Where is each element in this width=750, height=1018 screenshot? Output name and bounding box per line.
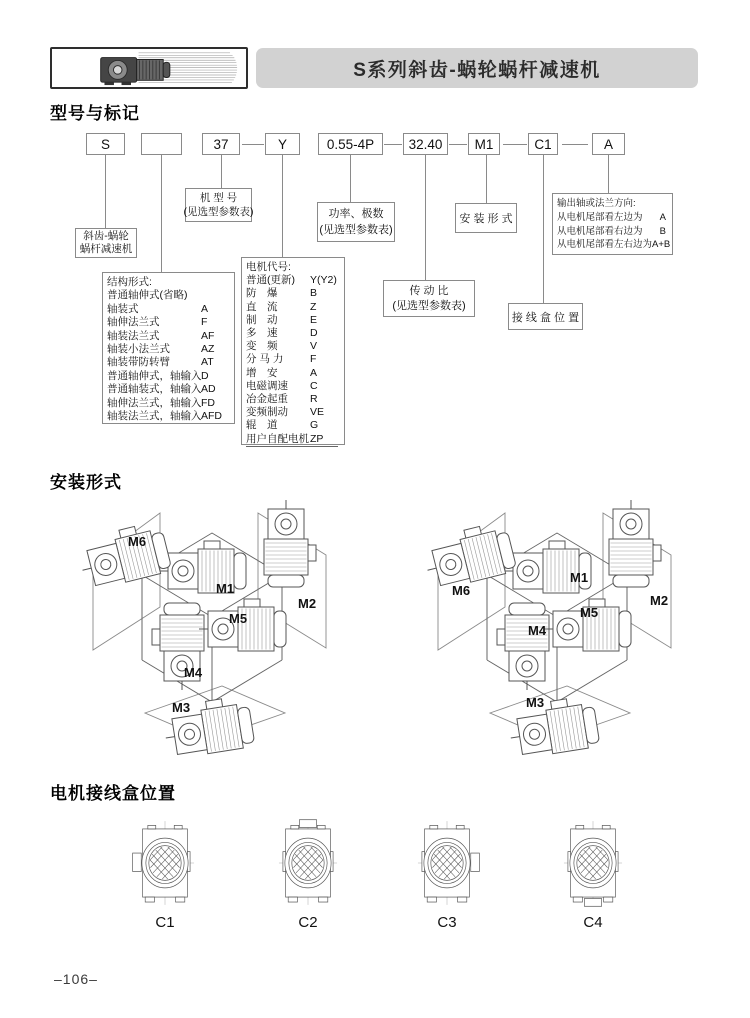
connector-line [486,155,487,203]
motor-end-view-c4 [560,819,626,907]
mounting-label: 安 装 形 式 [459,213,513,225]
terminal-label-c1: C1 [155,914,175,931]
mount-label-m5: M5 [229,611,248,626]
brand-logo-box [50,47,248,89]
code-box-structure [141,133,182,155]
annotation-structure-forms [102,272,235,424]
terminal-label-c4: C4 [583,914,603,931]
connector-line [350,155,351,202]
code-series: S [100,136,110,152]
structure-row: 轴装法兰式 AF [107,329,215,342]
connector-dash [384,144,402,145]
connector-line [543,155,544,303]
motor-end-view-c1 [132,819,198,907]
code-frame: 37 [213,136,229,152]
ratio-line1: 传 动 比 [409,284,449,297]
motor-code-row: 防 爆 B [246,287,318,300]
motor-code-row: 电磁调速 C [246,379,318,392]
motor-code-row: 变频制动 VE [246,406,325,419]
code-box-series [86,133,125,155]
code-power: 0.55-4P [326,136,375,152]
outdir-title: 输出轴或法兰方向: [557,198,636,209]
structure-title: 结构形式: [107,276,152,288]
connector-dash [503,144,527,145]
annotation-terminal-position [508,303,583,330]
connector-dash [449,144,467,145]
motor-code-row: 制 动 E [246,313,318,326]
motor-end-view-c3 [414,819,480,907]
annotation-ratio [383,280,475,317]
mount-label-m6: M6 [128,534,147,549]
series-line1: 斜齿-蜗轮 [83,230,129,242]
structure-row: 轴装带防转臂 AT [107,356,214,369]
connector-dash [242,144,264,145]
code-box-power [318,133,383,155]
section-title-terminal: 电机接线盒位置 [50,784,176,803]
motor-code-row: 变 频 V [246,340,318,353]
connector-line [105,155,106,228]
terminal-label: 接 线 盒 位 置 [511,311,580,324]
mount-label-m3: M3 [172,700,191,715]
mount-label-m3: M3 [526,695,545,710]
code-terminal: C1 [534,136,552,152]
structure-row: 轴装法兰式，轴输入 AFD [107,410,222,423]
code-box-ratio [403,133,448,155]
power-line1: 功率、极数 [328,208,384,220]
gear-motor-photo-icon [54,50,244,86]
code-box-frame [202,133,240,155]
mount-label-m1: M1 [570,570,589,585]
mount-label-m4: M4 [528,623,547,638]
structure-row: 轴装式 A [107,302,209,315]
structure-row: 轴伸法兰式，轴输入 FD [107,396,215,409]
series-line2: 蜗杆减速机 [79,243,133,255]
motor-code-row: 增 安 A [246,366,318,379]
connector-line [425,155,426,280]
mounting-diagram-left [68,495,348,775]
outdir-row: 从电机尾部看右边为 B [557,225,666,237]
annotation-output-direction [552,193,673,255]
connector-line [221,155,222,188]
connector-line [282,155,283,257]
frame-line2: (见选型参数表) [183,206,254,218]
annotation-series [75,228,137,258]
annotation-frame-size [185,188,252,222]
terminal-label-c3: C3 [437,914,457,931]
page-title-band [256,48,698,88]
page-title: S系列斜齿-蜗轮蜗杆减速机 [353,59,601,81]
structure-row: 轴装小法兰式 AZ [107,343,215,356]
ratio-line2: (见选型参数表) [392,299,466,312]
page-number: –106– [54,971,98,987]
code-ratio: 32.40 [408,136,443,152]
power-line2: (见选型参数表) [319,224,393,236]
code-direction: A [603,136,613,152]
mount-label-m1: M1 [216,581,235,596]
mount-label-m2: M2 [650,593,669,608]
motor-end-view-c2 [275,819,341,907]
motor-code-row: 冶金起重 R [246,393,318,406]
motor-code-row: 普通(更新) Y(Y2) [246,274,337,287]
annotation-mounting [455,203,517,233]
annotation-power-poles [317,202,395,242]
frame-line1: 机 型 号 [199,192,238,204]
motor-code-row: 分 马 力 F [246,353,317,366]
connector-line [161,155,162,272]
motor-code-row: 用户自配电机 ZP [246,433,338,447]
structure-row: 普通轴伸式(省略) [107,289,188,302]
motor-code-row: 多 速 D [246,327,318,340]
connector-dash [562,144,588,145]
mount-label-m2: M2 [298,596,317,611]
motor-code-row: 辊 道 G [246,419,319,432]
mount-label-m6: M6 [452,583,471,598]
section-title-model: 型号与标记 [50,104,140,123]
connector-line [608,155,609,193]
mount-label-m4: M4 [184,665,203,680]
code-box-mounting [468,133,500,155]
structure-row: 轴伸法兰式 F [107,316,208,329]
motor-code-title: 电机代号: [246,261,291,273]
code-motor: Y [277,136,287,152]
outdir-row: 从电机尾部看左边为 A [557,211,666,223]
terminal-label-c2: C2 [298,914,318,931]
section-title-mounting: 安装形式 [50,473,122,492]
code-box-direction [592,133,625,155]
outdir-row: 从电机尾部看左右边为 A+B [557,239,671,251]
motor-code-row: 直 流 Z [246,300,317,313]
code-box-terminal [528,133,558,155]
code-mounting: M1 [474,136,494,152]
structure-row: 普通轴装式，轴输入 AD [107,383,216,396]
annotation-motor-codes [241,257,345,445]
code-box-motor [265,133,300,155]
mount-label-m5: M5 [580,605,599,620]
mounting-diagram-right [413,495,693,775]
structure-row: 普通轴伸式，轴输入 D [107,369,209,382]
